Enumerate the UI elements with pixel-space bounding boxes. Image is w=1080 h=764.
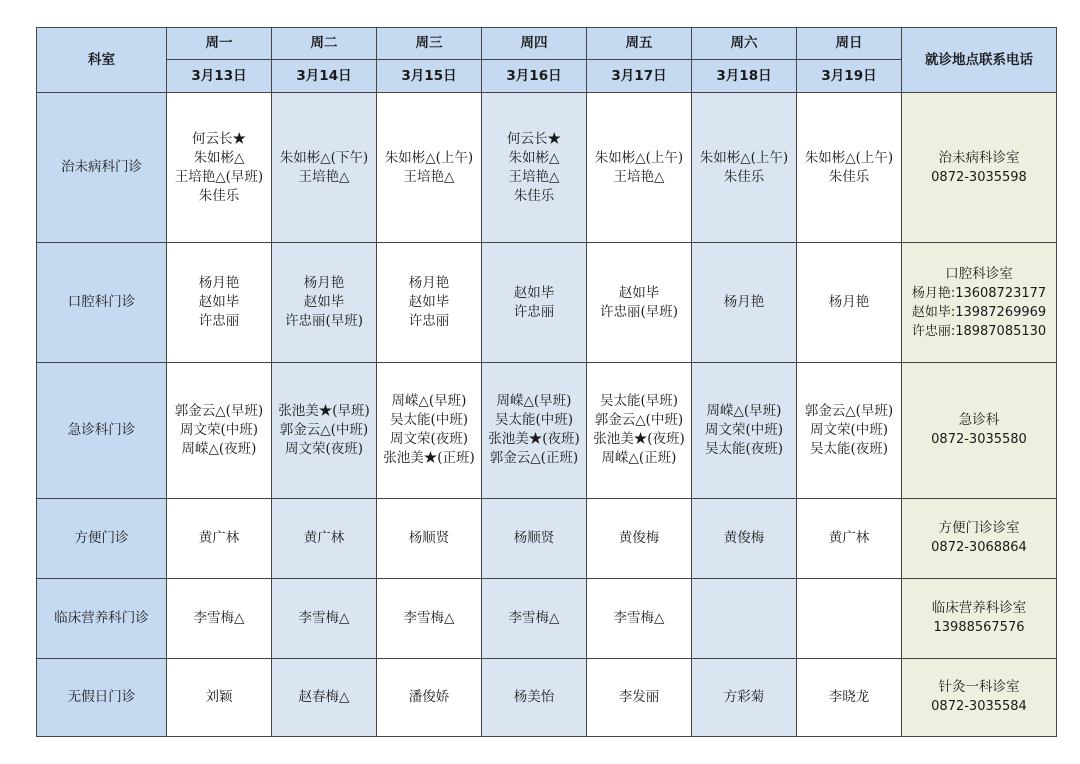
- duty-cell: [587, 93, 692, 243]
- staff-name: 周嵘△(早班): [706, 402, 782, 419]
- staff-name: 朱如彬△(上午): [804, 149, 894, 166]
- staff-name: 朱佳乐: [723, 168, 765, 185]
- phone-number: 杨月艳:13608723177: [911, 285, 1047, 301]
- staff-name: 张池美★(夜班): [488, 431, 580, 448]
- schedule-body: [37, 93, 1057, 737]
- duty-cell: [797, 578, 902, 658]
- duty-cell: [587, 498, 692, 578]
- duty-cell: [167, 243, 272, 363]
- table-row: [37, 658, 1057, 736]
- duty-cell: [797, 363, 902, 498]
- duty-cell: [797, 93, 902, 243]
- staff-name: 郭金云△(中班): [594, 412, 684, 429]
- clinic-location: 临床营养科诊室: [931, 600, 1027, 617]
- staff-name: 周嵘△(早班): [496, 393, 572, 410]
- duty-cell: [797, 658, 902, 736]
- staff-name: 李雪梅△: [298, 609, 350, 626]
- staff-name: 朱如彬△(上午): [384, 149, 474, 166]
- staff-name: 吴太能(中班): [494, 412, 574, 429]
- duty-cell: [167, 93, 272, 243]
- duty-cell: [692, 363, 797, 498]
- staff-name: 朱如彬△(下午): [279, 149, 369, 166]
- duty-cell: [272, 93, 377, 243]
- duty-cell: [587, 363, 692, 498]
- staff-name: 朱如彬△(上午): [699, 149, 789, 166]
- staff-name: 赵春梅△: [298, 688, 350, 705]
- staff-name: 周文荣(夜班): [284, 440, 364, 457]
- duty-cell: [377, 498, 482, 578]
- staff-name: 黄广林: [198, 529, 240, 546]
- staff-name: 杨顺贤: [513, 529, 555, 546]
- staff-name: 许忠丽(早班): [284, 313, 364, 330]
- phone-number: 0872-3035584: [931, 699, 1027, 715]
- duty-cell: [272, 658, 377, 736]
- staff-name: 方彩菊: [723, 688, 765, 705]
- staff-name: 周文荣(中班): [179, 421, 259, 438]
- table-row: [37, 363, 1057, 498]
- staff-name: 杨月艳: [828, 294, 870, 311]
- duty-cell: [167, 658, 272, 736]
- date-header: 3月17日: [587, 60, 692, 93]
- duty-schedule-table: [36, 27, 1057, 737]
- staff-name: 何云长★: [507, 130, 561, 147]
- table-row: [37, 578, 1057, 658]
- staff-name: 许忠丽: [408, 313, 450, 330]
- duty-cell: [587, 658, 692, 736]
- staff-name: 杨美怡: [513, 688, 555, 705]
- staff-name: 郭金云△(早班): [804, 402, 894, 419]
- duty-cell: [482, 658, 587, 736]
- duty-cell: [377, 578, 482, 658]
- staff-name: 杨月艳: [723, 294, 765, 311]
- staff-name: 黄俊梅: [723, 529, 765, 546]
- staff-name: 李雪梅△: [193, 609, 245, 626]
- day-header: 周四: [482, 28, 587, 60]
- duty-cell: [482, 93, 587, 243]
- staff-name: 朱佳乐: [198, 187, 240, 204]
- duty-cell: [797, 498, 902, 578]
- staff-name: 朱如彬△(上午): [594, 149, 684, 166]
- staff-name: 王培艳△: [508, 168, 560, 185]
- date-header: 3月15日: [377, 60, 482, 93]
- duty-cell: [482, 243, 587, 363]
- staff-name: 李晓龙: [828, 688, 870, 705]
- duty-cell: [692, 93, 797, 243]
- contact-cell: [902, 363, 1057, 498]
- duty-cell: [377, 243, 482, 363]
- day-header: 周一: [167, 28, 272, 60]
- staff-name: 朱佳乐: [828, 168, 870, 185]
- duty-cell: [272, 578, 377, 658]
- phone-number: 0872-3068864: [931, 540, 1027, 556]
- day-header: 周六: [692, 28, 797, 60]
- staff-name: 黄广林: [303, 529, 345, 546]
- contact-cell: [902, 578, 1057, 658]
- date-header: 3月19日: [797, 60, 902, 93]
- staff-name: 张池美★(夜班): [593, 431, 685, 448]
- staff-name: 王培艳△: [298, 168, 350, 185]
- staff-name: 何云长★: [192, 130, 246, 147]
- staff-name: 王培艳△: [403, 168, 455, 185]
- duty-cell: [272, 243, 377, 363]
- contact-cell: [902, 658, 1057, 736]
- duty-cell: [167, 363, 272, 498]
- staff-name: 吴太能(中班): [389, 412, 469, 429]
- staff-name: 李雪梅△: [613, 609, 665, 626]
- staff-name: 李雪梅△: [508, 609, 560, 626]
- duty-cell: [377, 363, 482, 498]
- staff-name: 赵如毕: [198, 294, 240, 311]
- phone-number: 许忠丽:18987085130: [911, 323, 1047, 339]
- duty-cell: [377, 658, 482, 736]
- duty-cell: [692, 578, 797, 658]
- date-header: 3月16日: [482, 60, 587, 93]
- duty-cell: [797, 243, 902, 363]
- duty-cell: [272, 363, 377, 498]
- table-row: [37, 93, 1057, 243]
- department-header: 科室: [37, 28, 167, 93]
- staff-name: 赵如毕: [408, 294, 450, 311]
- staff-name: 赵如毕: [513, 284, 555, 301]
- duty-cell: [482, 578, 587, 658]
- clinic-location: 急诊科: [958, 412, 1000, 429]
- duty-cell: [167, 578, 272, 658]
- clinic-location: 治未病科诊室: [938, 149, 1020, 166]
- staff-name: 朱佳乐: [513, 187, 555, 204]
- staff-name: 郭金云△(正班): [489, 450, 579, 467]
- staff-name: 许忠丽(早班): [599, 303, 679, 320]
- staff-name: 刘颖: [205, 688, 233, 705]
- duty-cell: [587, 243, 692, 363]
- date-header: 3月14日: [272, 60, 377, 93]
- staff-name: 吴太能(夜班): [704, 440, 784, 457]
- staff-name: 郭金云△(中班): [279, 421, 369, 438]
- duty-cell: [482, 363, 587, 498]
- staff-name: 周嵘△(夜班): [181, 440, 257, 457]
- staff-name: 杨月艳: [408, 275, 450, 292]
- phone-number: 0872-3035598: [931, 169, 1027, 185]
- day-header: 周五: [587, 28, 692, 60]
- phone-number: 赵如毕:13987269969: [911, 304, 1047, 320]
- phone-number: 0872-3035580: [931, 432, 1027, 448]
- department-cell: 口腔科门诊: [37, 243, 167, 363]
- staff-name: 黄俊梅: [618, 529, 660, 546]
- staff-name: 黄广林: [828, 529, 870, 546]
- staff-name: 杨月艳: [198, 275, 240, 292]
- staff-name: 赵如毕: [618, 284, 660, 301]
- staff-name: 张池美★(正班): [383, 450, 475, 467]
- contact-cell: [902, 243, 1057, 363]
- staff-name: 许忠丽: [198, 313, 240, 330]
- day-header: 周三: [377, 28, 482, 60]
- staff-name: 杨顺贤: [408, 529, 450, 546]
- staff-name: 王培艳△: [613, 168, 665, 185]
- duty-cell: [692, 658, 797, 736]
- duty-cell: [587, 578, 692, 658]
- duty-cell: [167, 498, 272, 578]
- staff-name: 周嵘△(正班): [601, 450, 677, 467]
- duty-cell: [377, 93, 482, 243]
- staff-name: 李发丽: [618, 688, 660, 705]
- table-row: [37, 498, 1057, 578]
- day-header: 周二: [272, 28, 377, 60]
- day-header: 周日: [797, 28, 902, 60]
- staff-name: 许忠丽: [513, 303, 555, 320]
- department-cell: 临床营养科门诊: [37, 578, 167, 658]
- department-cell: 无假日门诊: [37, 658, 167, 736]
- clinic-location: 方便门诊诊室: [938, 520, 1020, 537]
- staff-name: 吴太能(早班): [599, 393, 679, 410]
- staff-name: 王培艳△(早班): [174, 168, 264, 185]
- duty-cell: [692, 243, 797, 363]
- contact-header: 就诊地点联系电话: [902, 28, 1057, 93]
- duty-cell: [692, 498, 797, 578]
- date-header: 3月18日: [692, 60, 797, 93]
- contact-cell: [902, 93, 1057, 243]
- date-header: 3月13日: [167, 60, 272, 93]
- department-cell: 急诊科门诊: [37, 363, 167, 498]
- staff-name: 周文荣(中班): [704, 421, 784, 438]
- staff-name: 杨月艳: [303, 275, 345, 292]
- table-row: [37, 243, 1057, 363]
- staff-name: 李雪梅△: [403, 609, 455, 626]
- staff-name: 吴太能(夜班): [809, 440, 889, 457]
- phone-number: 13988567576: [933, 620, 1025, 636]
- department-cell: 治未病科门诊: [37, 93, 167, 243]
- duty-cell: [482, 498, 587, 578]
- staff-name: 朱如彬△: [193, 149, 245, 166]
- staff-name: 周嵘△(早班): [391, 393, 467, 410]
- department-cell: 方便门诊: [37, 498, 167, 578]
- clinic-location: 针灸一科诊室: [938, 679, 1020, 696]
- staff-name: 张池美★(早班): [278, 402, 370, 419]
- staff-name: 赵如毕: [303, 294, 345, 311]
- clinic-location: 口腔科诊室: [945, 265, 1013, 282]
- contact-cell: [902, 498, 1057, 578]
- staff-name: 朱如彬△: [508, 149, 560, 166]
- staff-name: 郭金云△(早班): [174, 402, 264, 419]
- staff-name: 周文荣(中班): [809, 421, 889, 438]
- staff-name: 周文荣(夜班): [389, 431, 469, 448]
- duty-cell: [272, 498, 377, 578]
- staff-name: 潘俊娇: [408, 688, 450, 705]
